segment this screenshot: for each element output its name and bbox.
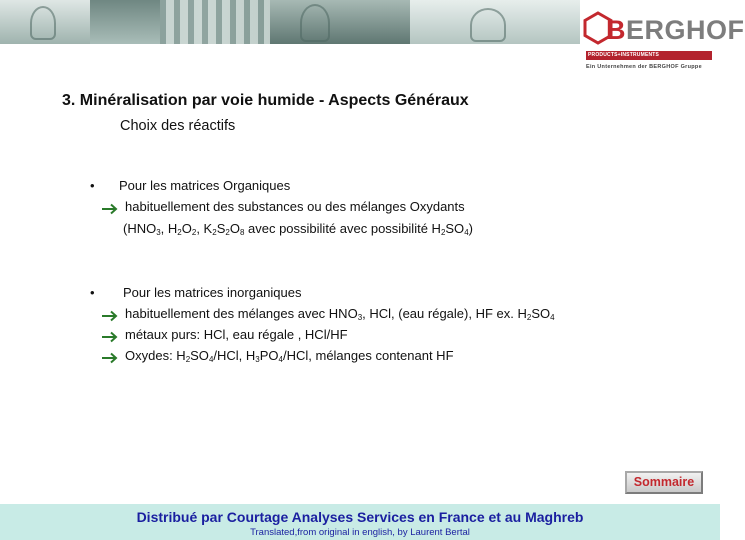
logo-wordmark: BERGHOF — [606, 15, 745, 45]
right-arrow-icon — [101, 310, 121, 322]
right-arrow-icon — [101, 203, 121, 215]
section1-item1: habituellement des substances ou des mélanges Oxydants — [125, 199, 465, 214]
footer-translation-credit: Translated,from original in english, by Laurent Bertal — [250, 527, 470, 538]
logo-subline: Ein Unternehmen der BERGHOF Gruppe — [586, 64, 702, 70]
section2-item3: Oxydes: $H_2SO_4$/HCl, $H_3PO_4$/HCl, mélanges contenant HF — [125, 348, 454, 364]
slide-subtitle: Choix des réactifs — [120, 118, 236, 134]
bullet-marker: • — [90, 285, 95, 300]
footer-bar — [0, 504, 720, 540]
section1-heading: Pour les matrices Organiques — [119, 178, 291, 193]
sommaire-button[interactable]: Sommaire — [625, 471, 703, 494]
logo-tagline: PRODUCTS+INSTRUMENTS — [586, 51, 712, 60]
section2-heading: Pour les matrices inorganiques — [123, 285, 302, 300]
right-arrow-icon — [101, 352, 121, 364]
section2-item2: métaux purs: HCl, eau régale , HCl/HF — [125, 327, 348, 342]
header-banner-image — [0, 0, 580, 44]
right-arrow-icon — [101, 331, 121, 343]
footer-distributor-text: Distribué par Courtage Analyses Services en France et au Maghreb — [136, 509, 584, 525]
slide-title: 3. Minéralisation par voie humide - Aspects Généraux — [62, 92, 469, 109]
berghof-logo — [584, 10, 745, 50]
section1-item2: ($HNO_3$, $H_2O_2$, $K_2S_2O_8$ avec possibilité avec possibilité $H_2SO_4$) — [123, 221, 473, 237]
section2-item1: habituellement des mélanges avec $HNO_3$, HCl, (eau régale), HF ex. $H_2SO_4$ — [125, 306, 555, 322]
bullet-marker: • — [90, 178, 95, 193]
